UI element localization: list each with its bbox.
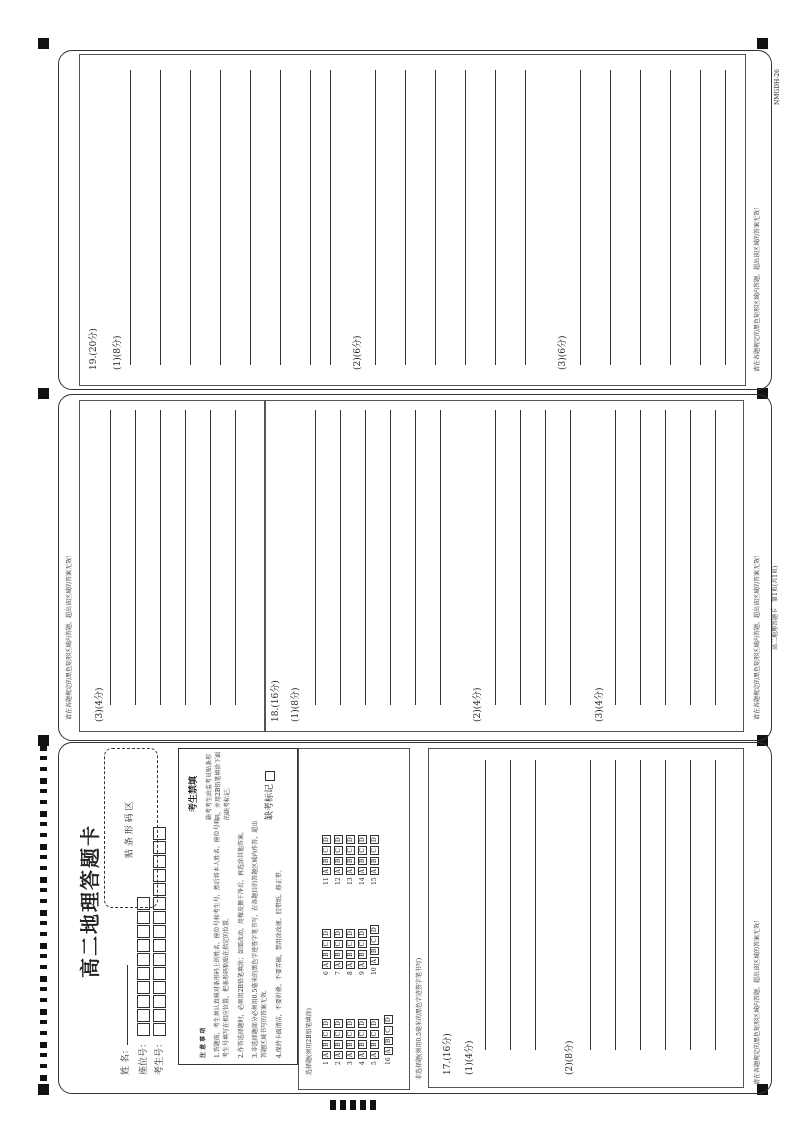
- answer-line[interactable]: [495, 70, 496, 365]
- choice-bubble[interactable]: D: [323, 1021, 330, 1026]
- timing-mark: [40, 866, 47, 870]
- answer-line[interactable]: [715, 410, 716, 705]
- question-18-label: 18.(16分): [271, 680, 281, 722]
- choice-bubble[interactable]: A: [323, 869, 330, 874]
- choice-question: [384, 1013, 393, 1065]
- timing-mark: [40, 767, 47, 771]
- choice-number: 12: [335, 875, 342, 885]
- answer-line[interactable]: [340, 410, 341, 705]
- timing-mark: [40, 1053, 47, 1057]
- choice-bubble[interactable]: B: [347, 858, 354, 864]
- answer-area-q17-3: [79, 400, 266, 732]
- timing-mark: [40, 976, 47, 982]
- choice-number: 5: [371, 1059, 378, 1065]
- answer-line[interactable]: [640, 760, 641, 1050]
- choice-number: 16: [385, 1055, 392, 1065]
- answer-line[interactable]: [640, 410, 641, 705]
- choice-question: [358, 927, 367, 975]
- answer-line[interactable]: [715, 760, 716, 1050]
- mid-mark-left: [38, 388, 49, 399]
- bottom-mark: [350, 1100, 356, 1110]
- answer-line[interactable]: [220, 70, 221, 365]
- choice-bubble[interactable]: C: [359, 941, 366, 947]
- timing-mark: [40, 745, 47, 751]
- timing-mark: [40, 833, 47, 837]
- choice-bubble[interactable]: A: [371, 869, 378, 874]
- answer-line[interactable]: [545, 410, 546, 705]
- timing-mark: [40, 899, 47, 903]
- choice-bubble[interactable]: A: [385, 1049, 392, 1054]
- choice-bubble[interactable]: D: [359, 931, 366, 936]
- choice-bubble[interactable]: C: [323, 1031, 330, 1037]
- timing-mark: [40, 943, 47, 949]
- choice-question: [358, 833, 367, 885]
- choice-bubble[interactable]: C: [335, 848, 342, 853]
- choice-bubble[interactable]: C: [347, 848, 354, 853]
- choice-bubble[interactable]: B: [359, 858, 366, 864]
- seat-field: 座位号：: [136, 896, 150, 1075]
- answer-line[interactable]: [495, 410, 496, 705]
- warning-q17: 请在各题规定的黑色矩形区域内答题，超出该区域的答案无效！: [754, 916, 761, 1085]
- timing-mark: [40, 987, 47, 991]
- answer-area-q19: [79, 54, 746, 386]
- question-18-2-label: (2)(4分): [473, 687, 483, 722]
- choice-bubble[interactable]: C: [359, 1031, 366, 1037]
- answer-line[interactable]: [615, 410, 616, 705]
- choice-bubble[interactable]: D: [347, 1021, 354, 1026]
- choice-bubble[interactable]: C: [385, 1028, 392, 1033]
- answer-line[interactable]: [160, 410, 161, 705]
- choice-question: [370, 833, 379, 885]
- choice-bubble[interactable]: A: [323, 962, 330, 968]
- choice-bubble[interactable]: B: [335, 858, 342, 864]
- timing-mark: [40, 965, 47, 969]
- timing-mark: [40, 888, 47, 892]
- timing-mark: [40, 921, 47, 925]
- question-19-1-label: (1)(8分): [113, 335, 123, 370]
- answer-line[interactable]: [190, 70, 191, 365]
- choice-bubble[interactable]: D: [359, 1021, 366, 1026]
- answer-line[interactable]: [520, 410, 521, 705]
- answer-area-q18: [264, 400, 744, 732]
- choice-bubble[interactable]: B: [323, 858, 330, 864]
- choice-question: [346, 927, 355, 975]
- bottom-mark: [360, 1100, 366, 1110]
- question-19-3-label: (3)(6分): [558, 335, 568, 370]
- choice-bubble[interactable]: B: [359, 1042, 366, 1047]
- answer-line[interactable]: [210, 410, 211, 705]
- answer-line[interactable]: [465, 70, 466, 365]
- page-title: 高二地理答题卡: [78, 824, 102, 978]
- bottom-mark: [370, 1100, 376, 1110]
- choice-bubble[interactable]: C: [359, 848, 366, 853]
- note-2: 2.作答选择题时，必须用2B铅笔填涂；如需改动，用橡皮擦干净后，再选涂其他答案。: [238, 828, 245, 1058]
- answer-line[interactable]: [700, 70, 701, 365]
- exam-notice-text: 缺考考生由监考员贴条形码，并用2B铅笔填涂下面的缺考标记。: [206, 751, 231, 820]
- choice-question: [370, 1017, 379, 1065]
- choice-number: 8: [347, 969, 354, 975]
- choice-number: 14: [359, 875, 366, 885]
- answer-line[interactable]: [365, 410, 366, 705]
- answer-line[interactable]: [280, 70, 281, 365]
- bottom-mark: [340, 1100, 346, 1110]
- choice-bubble[interactable]: B: [335, 1042, 342, 1047]
- choice-question: [334, 927, 343, 975]
- timing-mark: [40, 844, 47, 850]
- choice-bubble[interactable]: A: [371, 959, 378, 964]
- note-3: 3.非选择题部分必须用0.5毫米的黑色字迹签字笔书写，在各题目的答题区域内作答，超出答题区域书写的答案无效。: [252, 820, 268, 1058]
- choice-bubble[interactable]: B: [323, 952, 330, 957]
- timing-mark: [40, 998, 47, 1002]
- answer-line[interactable]: [375, 70, 376, 365]
- bottom-mark: [330, 1100, 336, 1110]
- choice-bubble[interactable]: D: [323, 931, 330, 936]
- choice-question: [322, 833, 331, 885]
- choice-number: 11: [323, 875, 330, 885]
- answer-line[interactable]: [615, 760, 616, 1050]
- answer-line[interactable]: [315, 410, 316, 705]
- notes-label: 注 意 事 项: [200, 1027, 207, 1058]
- choice-bubble[interactable]: D: [335, 931, 342, 936]
- note-4: 4.保持卡面清洁，不要折叠、不要弄破，禁用涂改液、胶带纸、修正带。: [276, 866, 283, 1058]
- note-1: 1.答题前，考生须认真核对条形码上的姓名、座位号和考生号，然后将本人姓名、座位号和考生号填写在相应位置，把条形码粘贴在指定的位置。: [214, 818, 230, 1058]
- timing-mark: [40, 1075, 47, 1081]
- absent-mark[interactable]: 缺考标记: [262, 770, 275, 820]
- question-17-2-label: (2)(8分): [565, 1040, 575, 1075]
- choice-number: 15: [371, 875, 378, 885]
- choice-bubble[interactable]: A: [347, 869, 354, 874]
- answer-line[interactable]: [535, 760, 536, 1050]
- timing-mark: [40, 855, 47, 859]
- answer-line[interactable]: [185, 410, 186, 705]
- choice-heading: 选择题(须用2B铅笔填涂): [306, 1008, 313, 1075]
- choice-number: 10: [371, 965, 378, 975]
- answer-line[interactable]: [130, 70, 131, 365]
- answer-line[interactable]: [725, 70, 726, 365]
- nonchoice-heading: 非选择题(须用0.5毫米的黑色字迹签字笔书写): [416, 957, 423, 1080]
- timing-mark: [40, 954, 47, 958]
- answer-line[interactable]: [160, 70, 161, 365]
- answer-area-q17: [428, 748, 744, 1088]
- sheet-code: NMGDH-26: [774, 69, 781, 105]
- choice-number: 1: [323, 1059, 330, 1065]
- choice-bubble[interactable]: D: [323, 837, 330, 843]
- answer-line[interactable]: [135, 410, 136, 705]
- choice-bubble[interactable]: B: [347, 1042, 354, 1047]
- timing-mark: [40, 1086, 47, 1090]
- choice-bubble[interactable]: A: [371, 1052, 378, 1058]
- choice-bubble[interactable]: D: [371, 837, 378, 843]
- answer-line[interactable]: [525, 70, 526, 365]
- choice-question: [322, 1017, 331, 1065]
- choice-bubble[interactable]: D: [335, 837, 342, 843]
- choice-number: 2: [335, 1059, 342, 1065]
- timing-mark: [40, 811, 47, 817]
- timing-mark: [40, 789, 47, 793]
- answer-line[interactable]: [235, 410, 236, 705]
- answer-line[interactable]: [670, 70, 671, 365]
- choice-bubble[interactable]: D: [335, 1021, 342, 1026]
- exam-number-field: 考生号：: [152, 826, 166, 1075]
- answer-line[interactable]: [415, 410, 416, 705]
- corner-mark-top-right: [757, 38, 768, 49]
- timing-mark: [40, 1009, 47, 1015]
- choice-bubble[interactable]: B: [371, 1042, 378, 1047]
- choice-bubble[interactable]: B: [335, 952, 342, 957]
- choice-bubble[interactable]: B: [323, 1042, 330, 1047]
- answer-line[interactable]: [580, 70, 581, 365]
- warning-q19: 请在各题规定的黑色矩形区域内答题，超出该区域的答案无效！: [754, 203, 761, 372]
- choice-bubble[interactable]: A: [347, 962, 354, 968]
- question-17-3-label: (3)(4分): [95, 687, 105, 722]
- choice-bubble[interactable]: C: [323, 941, 330, 947]
- choice-question: [358, 1017, 367, 1065]
- choice-number: 13: [347, 875, 354, 885]
- choice-question: [346, 833, 355, 885]
- timing-mark: [40, 778, 47, 784]
- question-17-1-label: (1)(4分): [465, 1040, 475, 1075]
- choice-bubble[interactable]: C: [371, 1031, 378, 1037]
- timing-mark: [40, 1042, 47, 1048]
- choice-bubble[interactable]: C: [371, 938, 378, 943]
- choice-bubble[interactable]: A: [359, 869, 366, 874]
- choice-bubble[interactable]: D: [371, 927, 378, 933]
- timing-mark: [40, 932, 47, 936]
- timing-mark: [40, 1031, 47, 1035]
- question-18-3-label: (3)(4分): [595, 687, 605, 722]
- answer-line[interactable]: [440, 410, 441, 705]
- choice-bubble[interactable]: B: [359, 952, 366, 957]
- question-18-1-label: (1)(8分): [291, 687, 301, 722]
- choice-bubble[interactable]: C: [335, 1031, 342, 1037]
- choice-bubble[interactable]: B: [371, 948, 378, 954]
- timing-mark: [40, 877, 47, 883]
- warning-q18-top: 请在各题规定的黑色矩形区域内答题，超出该区域的答案无效！: [66, 551, 73, 720]
- choice-number: 7: [335, 969, 342, 975]
- choice-question: [322, 927, 331, 975]
- answer-line[interactable]: [510, 760, 511, 1050]
- choice-bubble[interactable]: A: [347, 1052, 354, 1058]
- question-19-2-label: (2)(6分): [353, 335, 363, 370]
- choice-bubble[interactable]: C: [323, 848, 330, 853]
- answer-line[interactable]: [485, 760, 486, 1050]
- choice-question: [334, 1017, 343, 1065]
- choice-bubble[interactable]: A: [359, 962, 366, 968]
- answer-line[interactable]: [570, 410, 571, 705]
- corner-mark-top-left: [38, 38, 49, 49]
- choice-bubble[interactable]: C: [347, 941, 354, 947]
- choice-bubble[interactable]: D: [385, 1017, 392, 1023]
- choice-bubble[interactable]: B: [385, 1038, 392, 1044]
- choice-bubble[interactable]: B: [347, 952, 354, 957]
- answer-line[interactable]: [690, 760, 691, 1050]
- choice-bubble[interactable]: A: [359, 1052, 366, 1058]
- choice-bubble[interactable]: C: [371, 848, 378, 853]
- exam-notice-label: 考生禁填: [189, 775, 199, 812]
- choice-bubble[interactable]: D: [371, 1021, 378, 1026]
- choice-question: [346, 1017, 355, 1065]
- choice-bubble[interactable]: C: [335, 941, 342, 947]
- choice-question: [370, 923, 379, 975]
- question-19-label: 19.(20分): [89, 328, 99, 370]
- timing-mark: [40, 910, 47, 916]
- answer-line[interactable]: [665, 760, 666, 1050]
- answer-line[interactable]: [330, 70, 331, 365]
- choice-bubble[interactable]: C: [347, 1031, 354, 1037]
- barcode-label: 贴 条 形 码 区: [125, 801, 135, 858]
- timing-mark: [40, 800, 47, 804]
- choice-bubble[interactable]: D: [347, 837, 354, 843]
- choice-bubble[interactable]: D: [359, 837, 366, 843]
- answer-line[interactable]: [405, 70, 406, 365]
- question-17-label: 17.(16分): [443, 1033, 453, 1075]
- name-field: 姓 名：: [118, 965, 131, 1075]
- choice-number: 6: [323, 969, 330, 975]
- choice-bubble[interactable]: B: [371, 858, 378, 864]
- choice-question: [334, 833, 343, 885]
- choice-bubble[interactable]: A: [335, 1052, 342, 1058]
- answer-line[interactable]: [390, 410, 391, 705]
- answer-line[interactable]: [250, 70, 251, 365]
- timing-mark: [40, 822, 47, 826]
- answer-line[interactable]: [110, 410, 111, 705]
- choice-number: 9: [359, 969, 366, 975]
- answer-line[interactable]: [590, 760, 591, 1050]
- choice-bubble[interactable]: A: [323, 1052, 330, 1058]
- choice-number: 4: [359, 1059, 366, 1065]
- answer-line[interactable]: [665, 410, 666, 705]
- warning-q18-bottom: 请在各题规定的黑色矩形区域内答题，超出该区域的答案无效！: [754, 551, 761, 720]
- answer-line[interactable]: [640, 70, 641, 365]
- timing-mark: [40, 1064, 47, 1068]
- choice-number: 3: [347, 1059, 354, 1065]
- choice-bubble[interactable]: A: [335, 869, 342, 874]
- answer-line[interactable]: [690, 410, 691, 705]
- timing-mark: [40, 1020, 47, 1024]
- answer-line[interactable]: [610, 70, 611, 365]
- choice-bubble[interactable]: A: [335, 962, 342, 968]
- answer-line[interactable]: [435, 70, 436, 365]
- page-footer: 高二地理答题卡 第1页(共1页): [772, 565, 779, 650]
- timing-mark: [40, 756, 47, 760]
- answer-line[interactable]: [310, 70, 311, 365]
- choice-bubble[interactable]: D: [347, 931, 354, 936]
